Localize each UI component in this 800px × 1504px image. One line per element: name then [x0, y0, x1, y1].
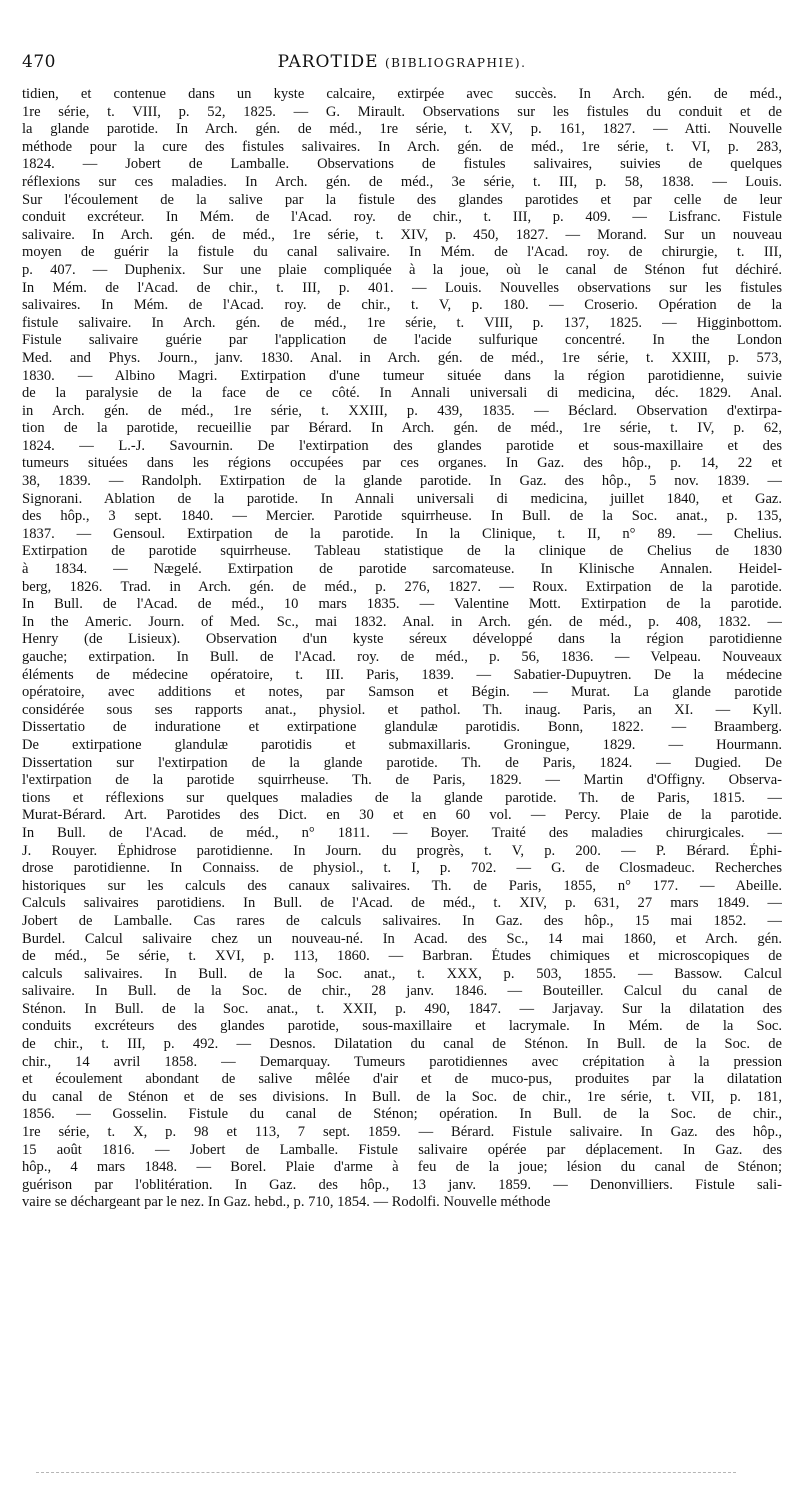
text-line: opératoire, avec additions et notes, par Samson et Bégin. — Murat. La glande parotide	[22, 684, 782, 701]
text-line: conduits excréteurs des glandes parotide, sous-maxillaire et lacrymale. In Mém. de la Soc.	[22, 1018, 782, 1035]
text-line: tidien, et contenue dans un kyste calcaire, extirpée avec succès. In Arch. gén. de méd.,	[22, 86, 782, 102]
text-line: 1824. — L.-J. Savournin. De l'extirpation des glandes parotide et sous-maxillaire et des	[22, 437, 782, 454]
text-line: p. 407. — Duphenix. Sur une plaie compliquée à la joue, où le canal de Sténon fut déchiré.	[22, 261, 782, 278]
text-line: réflexions sur ces maladies. In Arch. gén. de méd., 3e série, t. III, p. 58, 1838. — Louis.	[22, 173, 782, 190]
text-line: de chir., t. III, p. 492. — Desnos. Dilatation du canal de Sténon. In Bull. de la Soc. de	[22, 1036, 782, 1053]
text-line: 1856. — Gosselin. Fistule du canal de Sténon; opération. In Bull. de la Soc. de chir.,	[22, 1106, 782, 1123]
text-line: In Bull. de l'Acad. de méd., 10 mars 1835. — Valentine Mott. Extirpation de la parotide.	[22, 596, 782, 613]
running-title-subtitle: (BIBLIOGRAPHIE).	[384, 56, 527, 70]
text-line: moyen de guérir la fistule du canal salivaire. In Mém. de l'Acad. roy. de chirurgie, t. III,	[22, 244, 782, 261]
text-line: vaire se déchargeant par le nez. In Gaz. hebd., p. 710, 1854. — Rodolfi. Nouvelle méthode	[22, 1194, 551, 1211]
text-line: historiques sur les calculs des canaux salivaires. Th. de Paris, 1855, n° 177. — Abeille.	[22, 877, 782, 894]
text-line: Burdel. Calcul salivaire chez un nouveau-né. In Acad. des Sc., 14 mai 1860, et Arch. gén.	[22, 930, 782, 947]
text-line: fistule salivaire. In Arch. gén. de méd., 1re série, t. VIII, p. 137, 1825. — Higginbottom.	[22, 314, 782, 331]
text-line: de la paralysie de la face de ce côté. In Annali universali di medicina, déc. 1829. Anal.	[22, 385, 782, 402]
text-line: hôp., 4 mars 1848. — Borel. Plaie d'arme à feu de la joue; lésion du canal de Sténon;	[22, 1159, 782, 1176]
text-line: 1830. — Albino Magri. Extirpation d'une tumeur située dans la région parotidienne, suivie	[22, 367, 782, 384]
text-line: tumeurs situées dans les régions occupées par ces organes. In Gaz. des hôp., p. 14, 22 et	[22, 455, 782, 472]
text-line: Jobert de Lamballe. Cas rares de calculs salivaires. In Gaz. des hôp., 15 mai 1852. —	[22, 912, 782, 929]
text-line: éléments de médecine opératoire, t. III. Paris, 1839. — Sabatier-Dupuytren. De la médecine	[22, 666, 782, 683]
text-line: à 1834. — Nægelé. Extirpation de parotide sarcomateuse. In Klinische Annalen. Heidel-	[22, 561, 782, 578]
text-line: gauche; extirpation. In Bull. de l'Acad. roy. de méd., p. 56, 1836. — Velpeau. Nouveaux	[22, 649, 782, 665]
text-line: J. Rouyer. Éphidrose parotidienne. In Journ. du progrès, t. V, p. 200. — P. Bérard. Éphi-	[22, 842, 782, 859]
text-line: l'extirpation de la parotide squirrheuse. Th. de Paris, 1829. — Martin d'Offigny. Observa-	[22, 772, 782, 789]
text-line: berg, 1826. Trad. in Arch. gén. de méd., p. 276, 1827. — Roux. Extirpation de la parotide.	[22, 578, 782, 595]
text-line: In the Americ. Journ. of Med. Sc., mai 1832. Anal. in Arch. gén. de méd., p. 408, 1832. —	[22, 613, 782, 630]
text-line: 1824. — Jobert de Lamballe. Observations de fistules salivaires, suivies de quelques	[22, 156, 782, 173]
text-line: guérison par l'oblitération. In Gaz. des hôp., 13 janv. 1859. — Denonvilliers. Fistule sali-	[22, 1176, 782, 1193]
text-line: des hôp., 3 sept. 1840. — Mercier. Parotide squirrheuse. In Bull. de la Soc. anat., p. 135,	[22, 508, 782, 525]
text-line: salivaire. In Arch. gén. de méd., 1re série, t. XIV, p. 450, 1827. — Morand. Sur un nouveau	[22, 226, 782, 243]
page-number: 470	[22, 52, 56, 72]
footer-rule	[36, 1472, 736, 1473]
text-line: In Mém. de l'Acad. de chir., t. III, p. 401. — Louis. Nouvelles observations sur les fistules	[22, 279, 782, 296]
text-line: calculs salivaires. In Bull. de la Soc. anat., t. XXX, p. 503, 1855. — Bassow. Calcul	[22, 965, 782, 982]
text-line: In Bull. de l'Acad. de méd., n° 1811. — Boyer. Traité des maladies chirurgicales. —	[22, 824, 782, 841]
text-line: Signorani. Ablation de la parotide. In Annali universali di medicina, juillet 1840, et Gaz.	[22, 490, 782, 507]
text-line: la glande parotide. In Arch. gén. de méd., 1re série, t. XV, p. 161, 1827. — Atti. Nouvelle	[22, 121, 782, 138]
text-line: considérée sous ses rapports anat., physiol. et pathol. Th. inaug. Paris, an XI. — Kyll.	[22, 701, 782, 718]
text-line: Murat-Bérard. Art. Parotides des Dict. en 30 et en 60 vol. — Percy. Plaie de la parotide.	[22, 807, 782, 824]
text-line: du canal de Sténon et de ses divisions. In Bull. de la Soc. de chir., 1re série, t. VII, p. 181,	[22, 1088, 782, 1105]
text-line: Dissertation sur l'extirpation de la glande parotide. Th. de Paris, 1824. — Dugied. De	[22, 754, 782, 771]
text-line: salivaires. In Mém. de l'Acad. roy. de chir., t. V, p. 180. — Croserio. Opération de la	[22, 297, 782, 314]
running-title-main: PAROTIDE	[277, 52, 379, 72]
text-line: Fistule salivaire guérie par l'application de l'acide sulfurique concentré. In the London	[22, 332, 782, 349]
text-line: 38, 1839. — Randolph. Extirpation de la glande parotide. In Gaz. des hôp., 5 nov. 1839. —	[22, 473, 782, 490]
text-line: tion de la parotide, recueillie par Bérard. In Arch. gén. de méd., 1re série, t. IV, p. 62,	[22, 420, 782, 437]
bibliography-text	[22, 86, 782, 1212]
text-line: drose parotidienne. In Connaiss. de physiol., t. I, p. 702. — G. de Closmadeuc. Recherches	[22, 860, 782, 877]
text-line: Extirpation de parotide squirrheuse. Tableau statistique de la clinique de Chelius de 1830	[22, 543, 782, 560]
text-line: 1re série, t. X, p. 98 et 113, 7 sept. 1859. — Bérard. Fistule salivaire. In Gaz. des hôp.,	[22, 1124, 782, 1141]
text-line: in Arch. gén. de méd., 1re série, t. XXIII, p. 439, 1835. — Béclard. Observation d'extirpa-	[22, 402, 782, 419]
text-line: Henry (de Lisieux). Observation d'un kyste séreux développé dans la région parotidienne	[22, 631, 782, 648]
text-line: et écoulement abondant de salive mêlée d'air et de muco-pus, produites par la dilatation	[22, 1071, 782, 1088]
text-line: Sténon. In Bull. de la Soc. anat., t. XXII, p. 490, 1847. — Jarjavay. Sur la dilatation des	[22, 1000, 782, 1017]
text-line: salivaire. In Bull. de la Soc. de chir., 28 janv. 1846. — Bouteiller. Calcul du canal de	[22, 983, 782, 1000]
page-header	[22, 52, 782, 78]
text-line: De extirpatione glandulæ parotidis et submaxillaris. Groningue, 1829. — Hourmann.	[22, 736, 782, 753]
text-line: Dissertatio de induratione et extirpatione glandulæ parotidis. Bonn, 1822. — Braamberg.	[22, 719, 782, 736]
text-line: Sur l'écoulement de la salive par la fistule des glandes parotides et par celle de leur	[22, 191, 782, 208]
text-line: méthode pour la cure des fistules salivaires. In Arch. gén. de méd., 1re série, t. VI, p. 283,	[22, 138, 782, 155]
text-line: tions et réflexions sur quelques maladies de la glande parotide. Th. de Paris, 1815. —	[22, 789, 782, 806]
text-line: 15 août 1816. — Jobert de Lamballe. Fistule salivaire opérée par déplacement. In Gaz. des	[22, 1141, 782, 1158]
text-line: 1837. — Gensoul. Extirpation de la parotide. In la Clinique, t. II, n° 89. — Chelius.	[22, 525, 782, 542]
text-line: Calculs salivaires parotidiens. In Bull. de l'Acad. de méd., t. XIV, p. 631, 27 mars 1849. —	[22, 895, 782, 912]
text-line: Med. and Phys. Journ., janv. 1830. Anal. in Arch. gén. de méd., 1re série, t. XXIII, p. 573,	[22, 349, 782, 366]
text-line: 1re série, t. VIII, p. 52, 1825. — G. Mirault. Observations sur les fistules du conduit et de	[22, 103, 782, 120]
text-line: de méd., 5e série, t. XVI, p. 113, 1860. — Barbran. Études chimiques et microscopiques de	[22, 948, 782, 965]
text-line: chir., 14 avril 1858. — Demarquay. Tumeurs parotidiennes avec crépitation à la pression	[22, 1053, 782, 1070]
text-line: conduit excréteur. In Mém. de l'Acad. roy. de chir., t. III, p. 409. — Lisfranc. Fistule	[22, 209, 782, 226]
running-title	[22, 52, 782, 72]
